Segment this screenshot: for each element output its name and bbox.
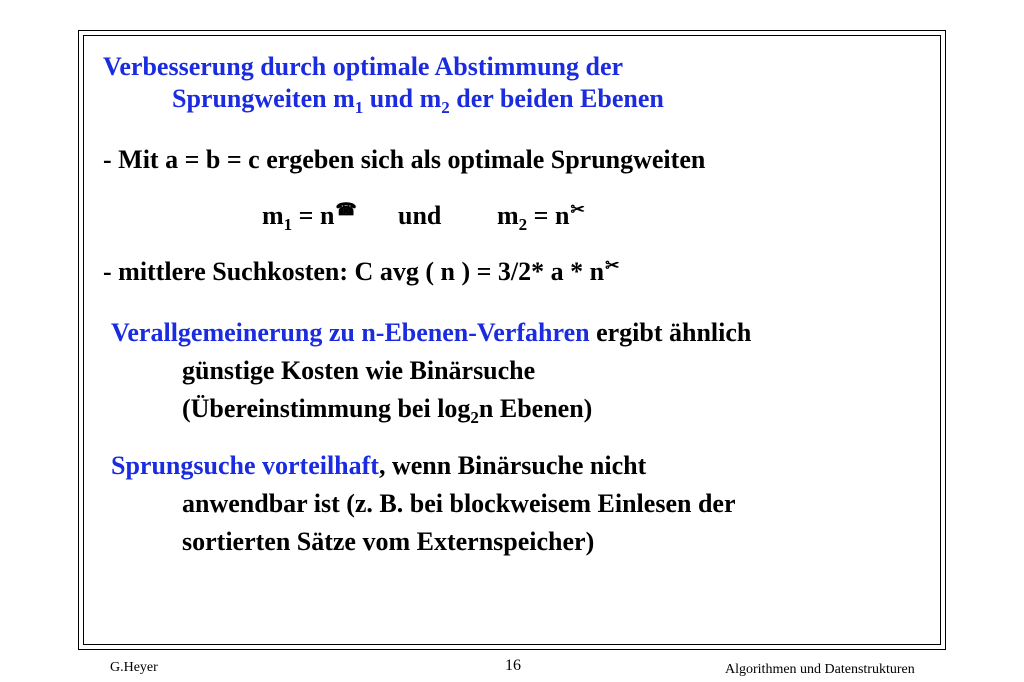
formula-m2-eq: = n xyxy=(527,201,570,230)
generalization-line3-a: (Übereinstimmung bei log xyxy=(182,394,471,423)
footer-course: Algorithmen und Datenstrukturen xyxy=(725,662,915,677)
generalization-highlight: Verallgemeinerung zu n-Ebenen-Verfahren xyxy=(111,318,590,347)
paragraph-generalization-line1 xyxy=(111,318,751,348)
paragraph-generalization-line3 xyxy=(182,394,593,427)
generalization-rest: ergibt ähnlich xyxy=(589,318,752,347)
log-base-sub: 2 xyxy=(470,408,479,427)
paragraph-jump-search-line3: sortierten Sätze vom Externspeicher) xyxy=(182,527,595,556)
title-text-a: Sprungweiten m xyxy=(172,84,355,113)
paragraph-generalization-line2: günstige Kosten wie Binärsuche xyxy=(182,356,536,385)
title-text-c: der beiden Ebenen xyxy=(449,84,664,113)
paragraph-jump-search-line1 xyxy=(111,451,646,481)
formula-m1: $m_1$ = n☎ xyxy=(262,200,357,234)
title-sub-1: 1 xyxy=(354,98,364,117)
formula-m1-eq: = n xyxy=(292,201,335,230)
formula-m2-sub: 2 xyxy=(518,215,528,234)
slide-title-line1: Verbesserung durch optimale Abstimmung der xyxy=(103,52,624,81)
bullet-average-search-cost: - mittlere Suchkosten: C avg ( n ) = 3/2* a * n✂ xyxy=(103,256,620,286)
formula-und: und xyxy=(398,201,442,230)
jump-search-rest: , wenn Binärsuche nicht xyxy=(378,451,647,480)
title-text-b: und m xyxy=(363,84,442,113)
formula-m1-sub: 1 xyxy=(283,215,293,234)
formula-m2: $m_2$ = n✂ xyxy=(497,200,585,234)
title-sub-2: 2 xyxy=(441,98,450,117)
formula-m2-var: m xyxy=(497,201,519,230)
slide-title-line2 xyxy=(172,84,664,117)
formula-m1-var: m xyxy=(262,201,284,230)
footer-page-number: 16 xyxy=(505,657,521,674)
bullet-optimal-step-widths: - Mit a = b = c ergeben sich als optimale Sprungweiten xyxy=(103,145,706,174)
jump-search-highlight: Sprungsuche vorteilhaft xyxy=(111,451,379,480)
footer-author: G.Heyer xyxy=(110,660,158,675)
paragraph-jump-search-line2: anwendbar ist (z. B. bei blockweisem Einlesen der xyxy=(182,489,736,518)
generalization-line3-b: n Ebenen) xyxy=(478,394,593,423)
bullet2-text: - mittlere Suchkosten: C avg ( n ) = 3/2* a * n xyxy=(103,257,605,286)
